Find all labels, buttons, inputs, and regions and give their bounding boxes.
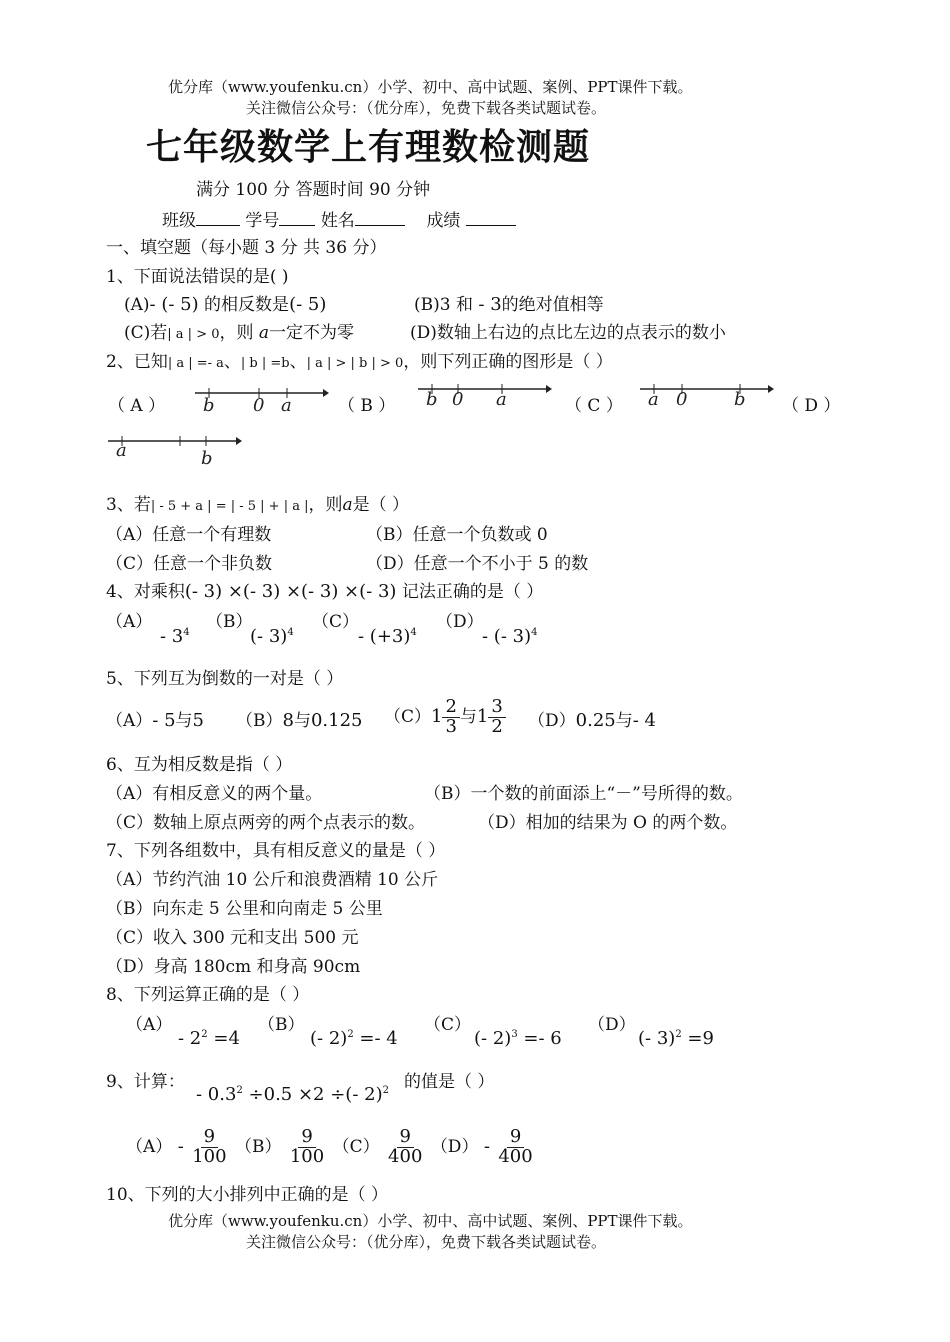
question-7-option-c: （C）收入 300 元和支出 500 元: [106, 928, 359, 948]
question-1-option-b: (B)3 和 - 3的绝对值相等: [414, 294, 604, 315]
number-line-a: [195, 382, 330, 414]
q9-option-c-fraction: $\frac{9}{400}$: [388, 1126, 423, 1167]
score-field[interactable]: [466, 209, 516, 226]
question-9-expr: - $0.3^2 \div 0.5 \times 2$ ÷(- 2)$^2$: [196, 1084, 389, 1105]
question-7-option-a: （A）节约汽油 10 公斤和浪费酒精 10 公斤: [106, 870, 439, 890]
question-3-option-c: （C）任意一个非负数: [106, 554, 273, 574]
name-field[interactable]: [355, 209, 405, 226]
question-8-option-d-label: （D）: [588, 1015, 636, 1035]
axis-a-label-3: a: [281, 395, 292, 416]
question-8-option-b-expr: (- 2)$^2$ =- 4: [310, 1028, 398, 1049]
question-6-option-c: （C）数轴上原点两旁的两个点表示的数。: [106, 813, 426, 833]
axis-b-label-2: 0: [452, 389, 464, 410]
question-8-option-a-expr: - $2^2 =4$: [178, 1028, 240, 1049]
question-8-option-d-expr: (- 3)$^2$ =9: [638, 1028, 714, 1049]
q9-option-a-fraction: $\frac{9}{100}$: [192, 1126, 227, 1167]
header-line-2: 关注微信公众号：（优分库），免费下载各类试题试卷。: [246, 99, 607, 117]
question-6-option-a: （A）有相反意义的两个量。: [106, 784, 323, 804]
id-field[interactable]: [279, 209, 315, 226]
question-8-stem: 8、下列运算正确的是（ ）: [106, 985, 310, 1005]
student-info: [162, 209, 516, 231]
question-3-stem: 3、若| - 5 + a | = | - 5 | + | a |，则a是（ ）: [106, 495, 410, 515]
exam-meta: 满分 100 分 答题时间 90 分钟: [196, 180, 431, 200]
question-6-option-d: （D）相加的结果为 O 的两个数。: [478, 813, 738, 833]
question-9-label: 9、计算：: [106, 1072, 185, 1092]
question-5-option-b: （B）8与0.125: [236, 710, 363, 731]
question-2-option-d-label: （ D ）: [782, 396, 841, 416]
number-line-b: [418, 378, 553, 410]
question-9-tail: 的值是（ ）: [404, 1072, 495, 1092]
question-4-option-b-expr: (- 3)$^4$: [250, 626, 294, 647]
q9-option-d-fraction: $\frac{9}{400}$: [498, 1126, 533, 1167]
question-4-option-b-label: （B）: [206, 612, 253, 632]
question-2-option-b-label: （ B ）: [338, 396, 396, 416]
question-5-stem: 5、下列互为倒数的一对是（ ）: [106, 669, 344, 689]
question-5-option-a: （A）- 5与5: [106, 710, 204, 731]
axis-c-label-3: b: [734, 389, 746, 410]
question-9-options: [126, 1128, 536, 1167]
question-3-option-a: （A）任意一个有理数: [106, 525, 272, 545]
question-8-option-b-label: （B）: [258, 1015, 305, 1035]
question-2-option-c-label: （ C ）: [565, 396, 623, 416]
question-8-option-c-label: （C）: [424, 1015, 472, 1035]
question-3-option-b: （B）任意一个负数或 0: [366, 525, 548, 545]
question-4-option-a-expr: - $3^4$: [160, 626, 190, 647]
question-4-option-a-label: （A）: [106, 612, 153, 632]
arrow-icon: [546, 385, 552, 393]
axis-d-label-2: b: [201, 448, 213, 469]
score-label: 成绩: [426, 211, 461, 231]
question-4-option-c-expr: - $(+3)^4$: [358, 626, 417, 647]
axis-b-label-3: a: [496, 389, 507, 410]
question-1-stem: 1、下面说法错误的是( ): [106, 267, 289, 287]
arrow-icon: [323, 389, 329, 397]
question-2-stem: 2、已知| a | =- a、| b | =b、| a | > | b | > 0，则下列正确的图形是（ ）: [106, 352, 613, 372]
axis-c-label-2: 0: [676, 389, 688, 410]
section-heading: 一、填空题（每小题 3 分 共 36 分）: [106, 238, 387, 258]
question-8-option-c-expr: (- 2)$^3$ =- 6: [474, 1028, 562, 1049]
arrow-icon: [768, 385, 774, 393]
question-4-option-c-label: （C）: [312, 612, 360, 632]
question-6-stem: 6、互为相反数是指（ ）: [106, 755, 293, 775]
header-line-1: 优分库（www.youfenku.cn）小学、初中、高中试题、案例、PPT课件下载。: [168, 78, 693, 96]
question-1-option-c: (C)若| a | > 0，则 a一定不为零: [124, 323, 355, 343]
axis-c-label-1: a: [648, 389, 659, 410]
question-7-option-d: （D）身高 180cm 和身高 90cm: [106, 957, 361, 977]
name-label: 姓名: [320, 211, 355, 231]
q9-option-a-sign: -: [177, 1135, 184, 1157]
axis-b-label-1: b: [426, 389, 438, 410]
question-4-option-d-label: （D）: [436, 612, 484, 632]
page-title: 七年级数学上有理数检测题: [146, 126, 591, 168]
number-line-c: [640, 378, 775, 410]
q9-option-d-label: （D）: [430, 1136, 479, 1157]
class-label: 班级: [162, 211, 196, 231]
question-3-option-d: （D）任意一个不小于 5 的数: [366, 554, 589, 574]
question-1-option-a: (A)- (- 5) 的相反数是(- 5): [124, 294, 327, 315]
question-7-option-b: （B）向东走 5 公里和向南走 5 公里: [106, 899, 383, 919]
class-field[interactable]: [196, 209, 240, 226]
footer-line-2: 关注微信公众号：（优分库），免费下载各类试题试卷。: [246, 1233, 607, 1251]
question-5-option-c: （C）1 $\frac{2}{3}$ 与1 $\frac{3}{2}$: [384, 698, 506, 737]
question-4-option-d-expr: - (- 3)$^4$: [482, 626, 538, 647]
footer-line-1: 优分库（www.youfenku.cn）小学、初中、高中试题、案例、PPT课件下载。: [168, 1212, 693, 1230]
q9-option-a-label: （A）: [126, 1136, 173, 1157]
axis-d-label-1: a: [116, 440, 127, 461]
arrow-icon: [236, 437, 242, 445]
number-line-d: [108, 428, 243, 468]
question-6-option-b: （B）一个数的前面添上“－”号所得的数。: [424, 784, 743, 804]
question-4-stem: 4、对乘积(- 3) ×(- 3) ×(- 3) ×(- 3) 记法正确的是（ ）: [106, 581, 544, 602]
question-8-option-a-label: （A）: [126, 1015, 173, 1035]
question-10-stem: 10、下列的大小排列中正确的是（ ）: [106, 1185, 389, 1205]
question-1-option-d: (D)数轴上右边的点比左边的点表示的数小: [410, 323, 726, 343]
q9-option-d-sign: -: [483, 1135, 490, 1157]
axis-a-label-1: b: [203, 395, 215, 416]
axis-a-label-2: 0: [253, 395, 265, 416]
q9-option-c-label: （C）: [332, 1136, 380, 1157]
question-5-option-d: （D）0.25与- 4: [528, 710, 656, 731]
q9-option-b-label: （B）: [234, 1136, 282, 1157]
question-7-stem: 7、下列各组数中，具有相反意义的量是（ ）: [106, 841, 446, 861]
q9-option-b-fraction: $\frac{9}{100}$: [289, 1126, 325, 1167]
id-label: 学号: [245, 211, 280, 231]
question-2-option-a-label: （ A ）: [108, 396, 166, 416]
